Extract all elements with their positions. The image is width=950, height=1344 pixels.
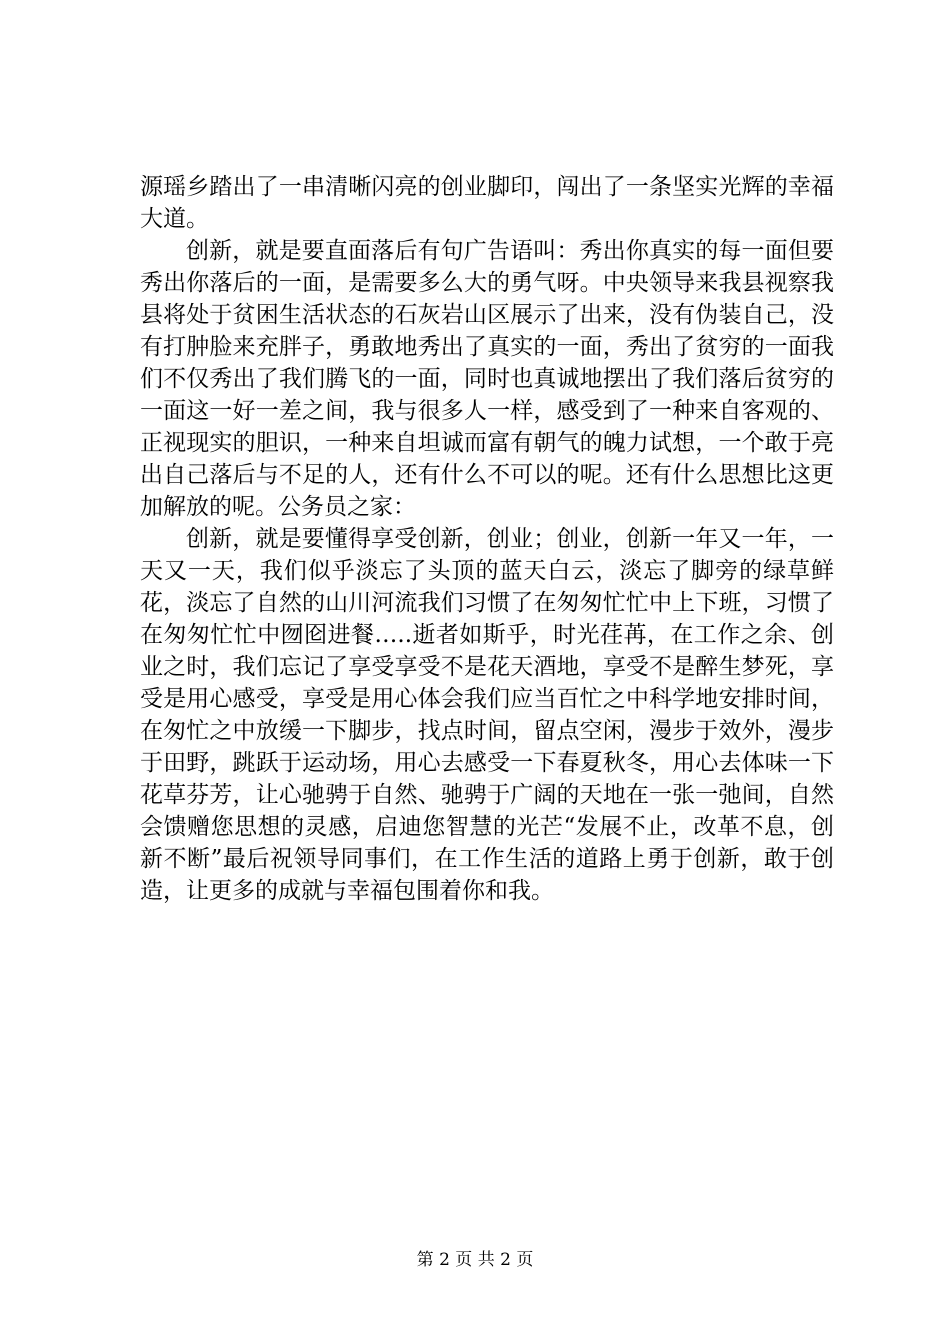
document-body bbox=[140, 171, 834, 907]
page-number-footer: 第 2 页 共 2 页 bbox=[416, 1250, 534, 1270]
paragraph-enjoy-innovation: 创新，就是要懂得享受创新，创业；创业，创新一年又一年，一天又一天，我们似乎淡忘了头顶的蓝天白云，淡忘了脚旁的绿草鲜花，淡忘了自然的山川河流我们习惯了在匆匆忙忙中上下班，习惯了在匆匆忙忙中囫囵进餐…..逝者如斯乎，时光荏苒，在工作之余、创业之时，我们忘记了享受享受不是花天酒地，享受不是醉生梦死，享受是用心感受，享受是用心体会我们应当百忙之中科学地安排时间，在匆忙之中放缓一下脚步，找点时间，留点空闲，漫步于效外，漫步于田野，跳跃于运动场，用心去感受一下春夏秋冬，用心去体味一下花草芬芳，让心驰骋于自然、驰骋于广阔的天地在一张一弛间，自然会馈赠您思想的灵感，启迪您智慧的光芒“发展不止，改革不息，创新不断”最后祝领导同事们，在工作生活的道路上勇于创新，敢于创造，让更多的成就与幸福包围着你和我。 bbox=[140, 526, 834, 904]
paragraph-continuation: 源瑶乡踏出了一串清晰闪亮的创业脚印，闯出了一条坚实光辉的幸福大道。 bbox=[140, 174, 834, 232]
paragraph-face-backwardness: 创新，就是要直面落后有句广告语叫：秀出你真实的每一面但要秀出你落后的一面，是需要多么大的勇气呀。中央领导来我县视察我县将处于贫困生活状态的石灰岩山区展示了出来，没有伪装自己，没有打肿脸来充胖子，勇敢地秀出了真实的一面，秀出了贫穷的一面我们不仅秀出了我们腾飞的一面，同时也真诚地摆出了我们落后贫穷的一面这一好一差之间，我与很多人一样，感受到了一种来自客观的、正视现实的胆识，一种来自坦诚而富有朝气的魄力试想，一个敢于亮出自己落后与不足的人，还有什么不可以的呢。还有什么思想比这更加解放的呢。公务员之家： bbox=[140, 238, 834, 520]
